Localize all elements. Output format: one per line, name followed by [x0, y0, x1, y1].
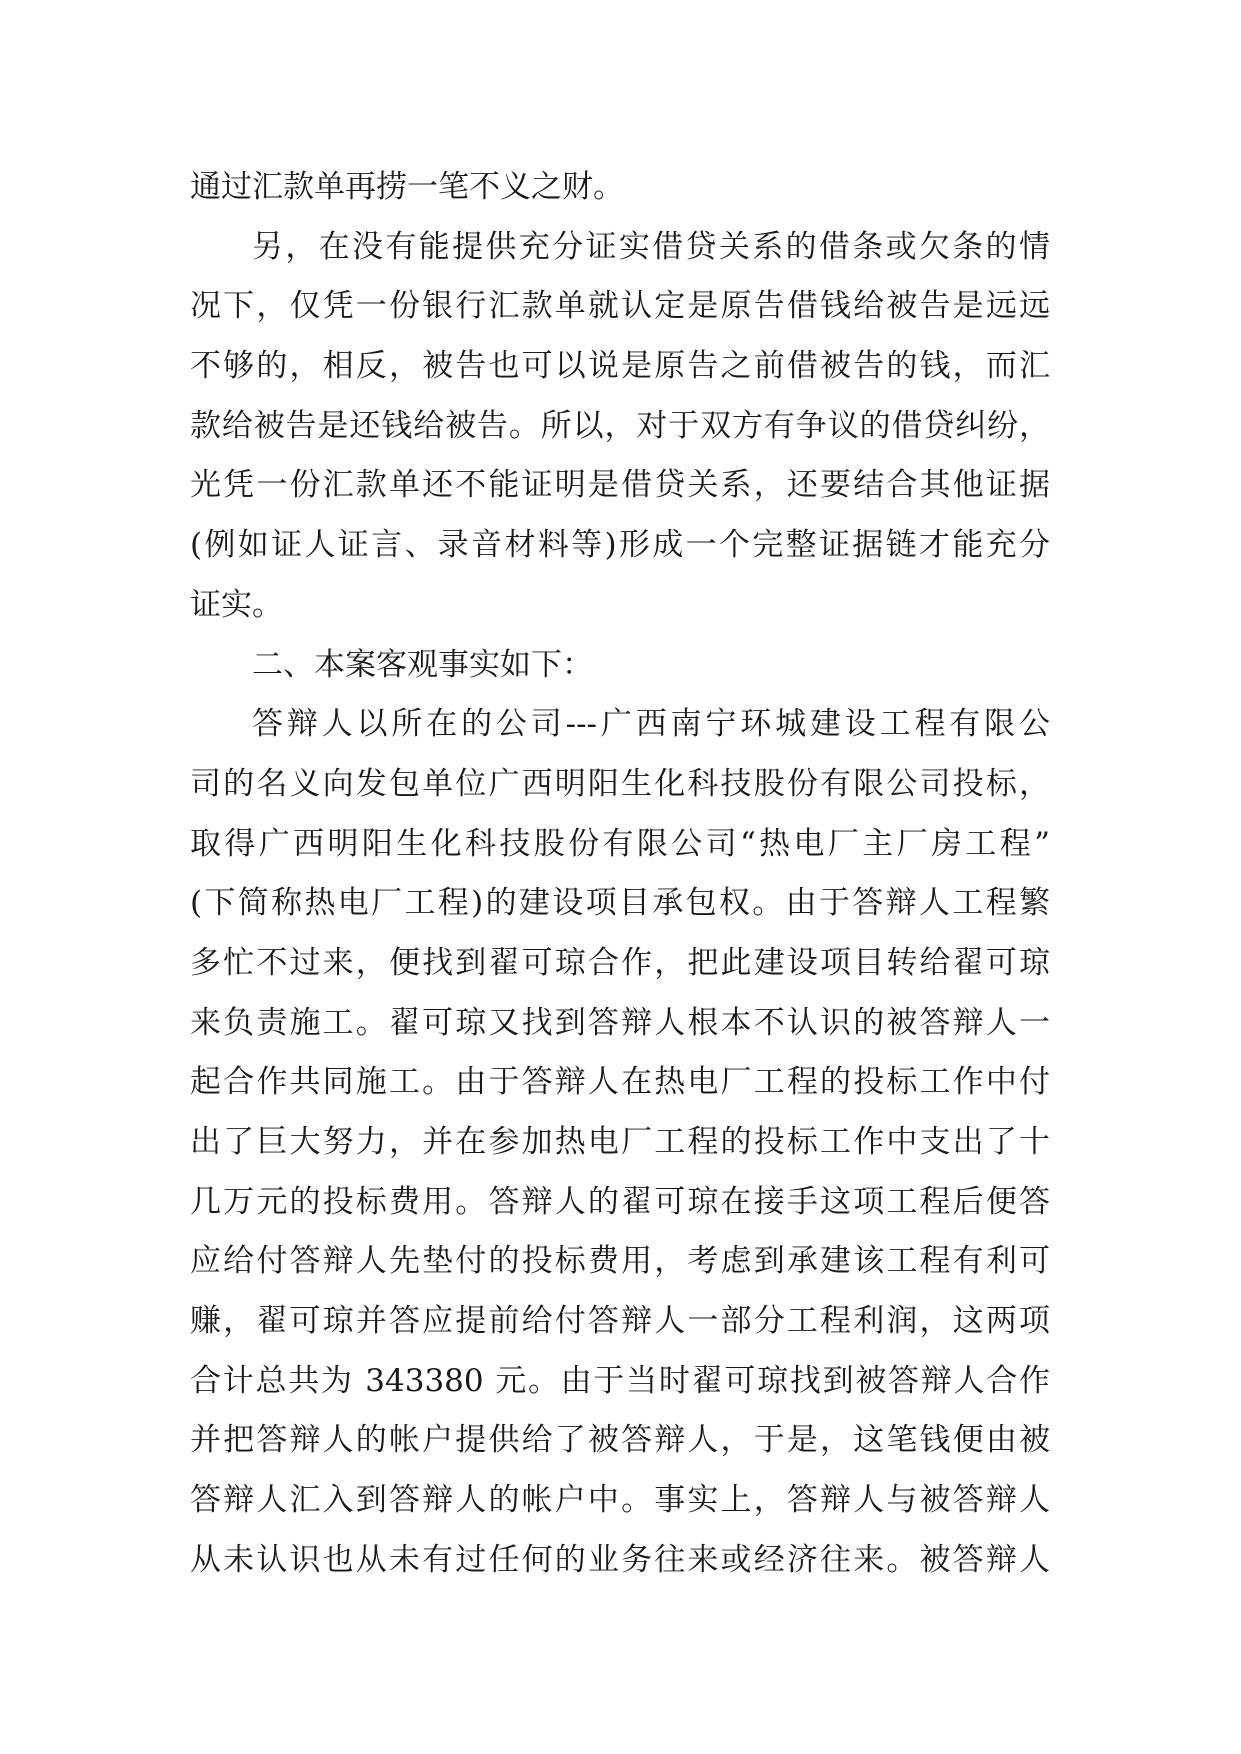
- text-line: 取得广西明阳生化科技股份有限公司“热电厂主厂房工程”: [190, 825, 1050, 862]
- text-line: 另，在没有能提供充分证实借贷关系的借条或欠条的情: [252, 228, 1050, 265]
- text-line: 光凭一份汇款单还不能证明是借贷关系，还要结合其他证据: [190, 467, 1050, 504]
- text-line: 赚，翟可琼并答应提前给付答辩人一部分工程利润，这两项: [190, 1303, 1050, 1340]
- text-line: 证实。: [190, 586, 283, 623]
- text-line: 款给被告是还钱给被告。所以，对于双方有争议的借贷纠纷，: [190, 407, 1050, 444]
- text-line: 起合作共同施工。由于答辩人在热电厂工程的投标工作中付: [190, 1064, 1050, 1101]
- text-line: 多忙不过来，便找到翟可琼合作，把此建设项目转给翟可琼: [190, 944, 1050, 981]
- text-line: 不够的，相反，被告也可以说是原告之前借被告的钱，而汇: [190, 348, 1050, 385]
- text-line: 况下，仅凭一份银行汇款单就认定是原告借钱给被告是远远: [190, 288, 1050, 325]
- text-line: 二、本案客观事实如下：: [252, 646, 593, 683]
- text-line: 答辩人汇入到答辩人的帐户中。事实上，答辩人与被答辩人: [190, 1482, 1050, 1519]
- text-line: (下简称热电厂工程)的建设项目承包权。由于答辩人工程繁: [190, 885, 1050, 922]
- text-line: (例如证人证言、录音材料等)形成一个完整证据链才能充分: [190, 527, 1050, 564]
- text-line: 通过汇款单再捞一笔不义之财。: [190, 169, 624, 205]
- text-line: 几万元的投标费用。答辩人的翟可琼在接手这项工程后便答: [190, 1183, 1050, 1220]
- text-line: 答辩人以所在的公司---广西南宁环城建设工程有限公: [252, 706, 1050, 743]
- document-body: [190, 158, 1050, 1591]
- text-line: 并把答辩人的帐户提供给了被答辩人，于是，这笔钱便由被: [190, 1422, 1050, 1459]
- text-line: 合计总共为 343380 元。由于当时翟可琼找到被答辩人合作: [190, 1362, 1050, 1399]
- text-line: 司的名义向发包单位广西明阳生化科技股份有限公司投标，: [190, 765, 1050, 802]
- text-line: 出了巨大努力，并在参加热电厂工程的投标工作中支出了十: [190, 1124, 1050, 1160]
- text-line: 来负责施工。翟可琼又找到答辩人根本不认识的被答辩人一: [190, 1004, 1050, 1041]
- text-line: 从未认识也从未有过任何的业务往来或经济往来。被答辩人: [190, 1541, 1050, 1578]
- text-line: 应给付答辩人先垫付的投标费用，考虑到承建该工程有利可: [190, 1243, 1050, 1280]
